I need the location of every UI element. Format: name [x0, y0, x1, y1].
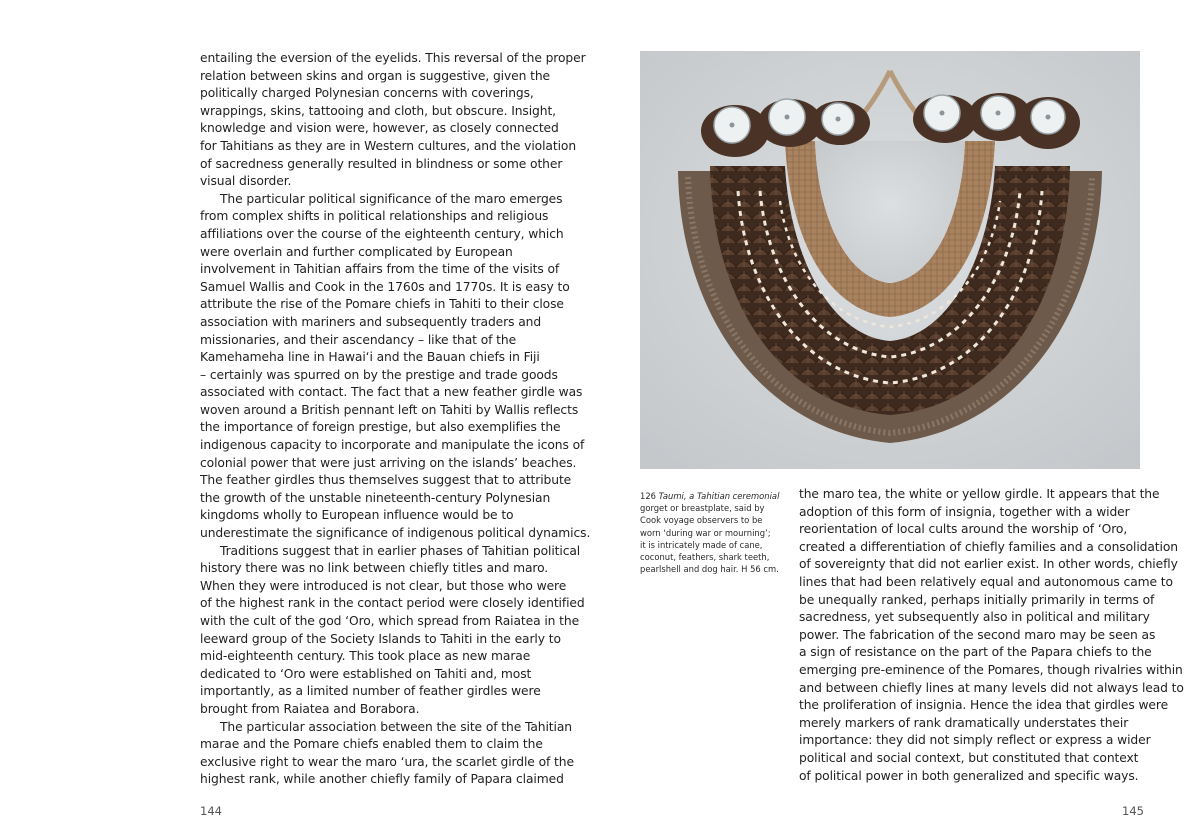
text-line: political and social context, but constituted that context: [799, 750, 1139, 765]
page-number: 144: [200, 804, 222, 818]
text-line: When they were introduced is not clear, but those who were: [200, 578, 567, 593]
left-body-text: [200, 50, 591, 789]
text-line: of sacredness generally resulted in blindness or some other: [200, 156, 563, 171]
text-line: sacredness, yet subsequently also in political and military: [799, 610, 1150, 625]
text-line: brought from Raiatea and Borabora.: [200, 701, 420, 716]
caption-line: it is intricately made of cane,: [640, 539, 763, 550]
text-line: missionaries, and their ascendancy – like that of the: [200, 332, 517, 347]
text-line: a sign of resistance on the part of the Papara chiefs to the: [799, 645, 1152, 660]
text-line: merely markers of rank dramatically understates their: [799, 715, 1129, 730]
text-line: highest rank, while another chiefly family of Papara claimed: [200, 772, 564, 787]
text-line: kingdoms wholly to European influence would be to: [200, 508, 514, 523]
text-line: Samuel Wallis and Cook in the 1760s and 1770s. It is easy to: [200, 279, 570, 294]
figure-photo-taumi-gorget: [640, 51, 1140, 469]
caption-line: coconut, feathers, shark teeth,: [640, 552, 770, 563]
text-line: created a differentiation of chiefly families and a consolidation: [799, 539, 1178, 554]
text-line: of political power in both generalized and specific ways.: [799, 768, 1139, 783]
text-line: and between chiefly lines at many levels did not always lead to: [799, 680, 1184, 695]
paragraph-start-line: The particular political significance of the maro emerges: [220, 191, 563, 206]
caption-line: [640, 490, 788, 502]
right-body-text: [799, 486, 1184, 785]
text-line: for Tahitians as they are in Western cultures, and the violation: [200, 138, 577, 153]
text-line: of sovereignty that did not earlier exist. In other words, chiefly: [799, 557, 1178, 572]
paragraph-start-line: Traditions suggest that in earlier phases of Tahitian political: [220, 543, 581, 558]
text-line: – certainly was spurred on by the prestige and trade goods: [200, 367, 558, 382]
text-line: emerging pre-eminence of the Pomares, though rivalries within: [799, 662, 1183, 677]
text-line: the proliferation of insignia. Hence the idea that girdles were: [799, 698, 1169, 713]
page-number: 145: [1122, 804, 1144, 818]
text-line: exclusive right to wear the maro ‘ura, the scarlet girdle of the: [200, 754, 574, 769]
caption-line: worn ‘during war or mourning’;: [640, 527, 771, 538]
text-line: power. The fabrication of the second maro may be seen as: [799, 627, 1156, 642]
text-line: importantly, as a limited number of feather girdles were: [200, 684, 541, 699]
caption-line: gorget or breastplate, said by: [640, 503, 765, 514]
text-line: marae and the Pomare chiefs enabled them to claim the: [200, 737, 543, 752]
text-line: involvement in Tahitian affairs from the time of the visits of: [200, 262, 560, 277]
text-line: from complex shifts in political relationships and religious: [200, 209, 549, 224]
text-line: woven around a British pennant left on Tahiti by Wallis reflects: [200, 402, 579, 417]
text-line: history there was no link between chiefly titles and maro.: [200, 561, 549, 576]
text-line: indigenous capacity to incorporate and manipulate the icons of: [200, 438, 585, 453]
text-line: affiliations over the course of the eighteenth century, which: [200, 226, 564, 241]
text-line: association with mariners and subsequently traders and: [200, 314, 542, 329]
figure-caption: [640, 490, 788, 575]
text-line: politically charged Polynesian concerns with coverings,: [200, 86, 534, 101]
caption-line: Cook voyage observers to be: [640, 515, 763, 526]
text-line: reorientation of local cults around the worship of ‘Oro,: [799, 522, 1128, 537]
text-line: visual disorder.: [200, 174, 292, 189]
right-page: [600, 0, 1200, 840]
text-line: The feather girdles thus themselves suggest that to attribute: [200, 473, 572, 488]
text-line: with the cult of the god ‘Oro, which spread from Raiatea in the: [200, 614, 580, 628]
text-line: knowledge and vision were, however, as closely connected: [200, 121, 559, 136]
text-line: mid-eighteenth century. This took place as new marae: [200, 649, 531, 664]
text-line: entailing the eversion of the eyelids. This reversal of the proper: [200, 51, 586, 65]
text-line: importance: they did not simply reflect or express a wider: [799, 733, 1151, 748]
figure-number: 126: [640, 491, 656, 501]
paragraph-start-line: The particular association between the site of the Tahitian: [220, 719, 572, 734]
text-line: associated with contact. The fact that a new feather girdle was: [200, 385, 583, 400]
text-line: underestimate the significance of indigenous political dynamics.: [200, 526, 591, 541]
text-line: of the highest rank in the contact period were closely identified: [200, 596, 585, 611]
text-line: relation between skins and organ is suggestive, given the: [200, 68, 551, 83]
text-line: leeward group of the Society Islands to Tahiti in the early to: [200, 631, 561, 646]
text-line: be unequally ranked, perhaps initially primarily in terms of: [799, 592, 1155, 607]
text-line: the importance of foreign prestige, but also exemplifies the: [200, 420, 561, 435]
text-line: adoption of this form of insignia, together with a wider: [799, 504, 1130, 519]
text-line: the maro tea, the white or yellow girdle. It appears that the: [799, 487, 1160, 501]
text-line: wrappings, skins, tattooing and cloth, but obscure. Insight,: [200, 103, 556, 118]
text-line: colonial power that were just arriving on the islands’ beaches.: [200, 455, 577, 470]
text-line: lines that had been relatively equal and autonomous came to: [799, 574, 1173, 589]
text-line: the growth of the unstable nineteenth-century Polynesian: [200, 490, 551, 505]
text-line: dedicated to ‘Oro were established on Tahiti and, most: [200, 666, 532, 681]
caption-line: pearlshell and dog hair. H 56 cm.: [640, 564, 779, 575]
text-line: were overlain and further complicated by European: [200, 244, 513, 259]
text-line: attribute the rise of the Pomare chiefs in Tahiti to their close: [200, 297, 564, 312]
text-line: Kamehameha line in Hawai‘i and the Bauan chiefs in Fiji: [200, 350, 540, 365]
caption-first-line: Taumi, a Tahitian ceremonial: [658, 491, 780, 501]
